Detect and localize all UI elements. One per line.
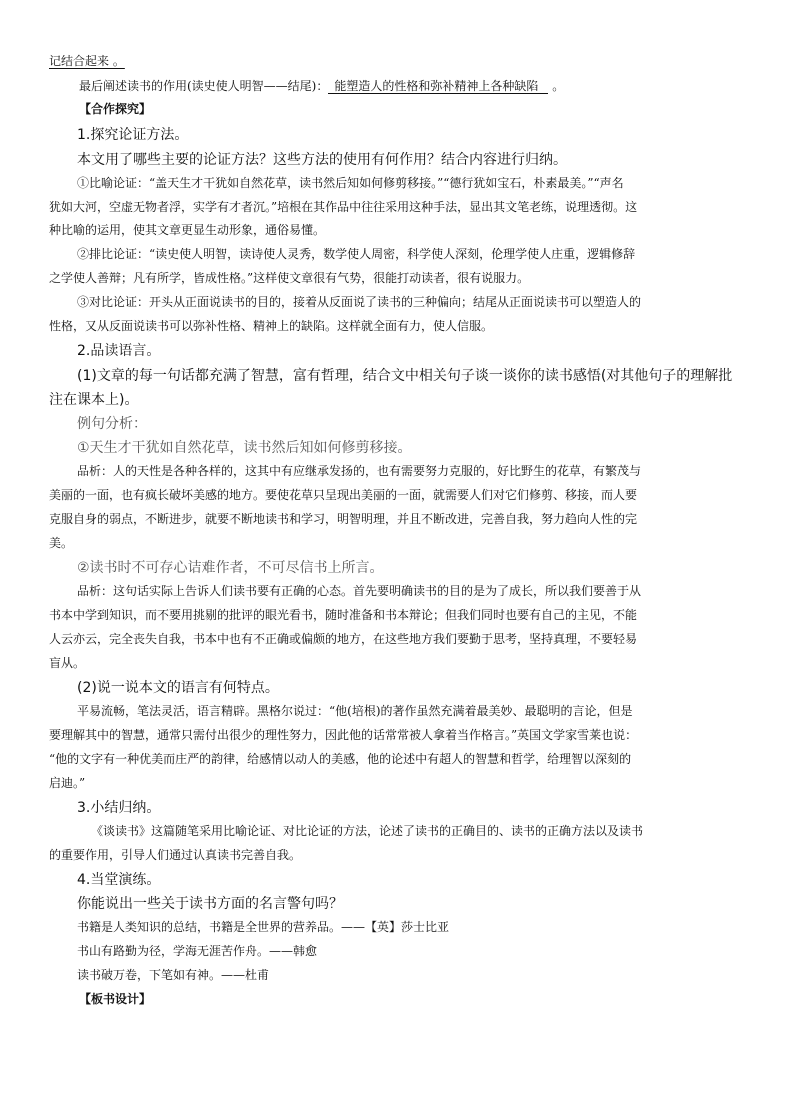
subheading: 2.品读语言。: [77, 343, 161, 359]
question: 注在课本上)。: [49, 392, 139, 408]
text-line: 种比喻的运用，使其文章更显生动形象，通俗易懂。: [49, 223, 326, 237]
section-heading: 【合作探究】: [79, 102, 152, 116]
text-line: 克服自身的弱点，不断进步，就要不断地读书和学习，明智明理，并且不断改进，完善自我，努力趋向人性的完: [49, 512, 638, 526]
text-line: ②排比论证：“读史使人明智，读诗使人灵秀，数学使人周密，科学使人深刻，伦理学使人庄重，逻辑修辞: [77, 247, 636, 261]
text-line: 例句分析：: [77, 416, 147, 432]
subheading: 4.当堂演练。: [77, 872, 161, 888]
text-line: ①比喻论证：“盖天生才干犹如自然花草，读书然后知如何修剪移接。”“德行犹如宝石，朴素最美。”“声名: [77, 176, 624, 190]
text-line: 品析：人的天性是各种各样的，这其中有应继承发扬的，也有需要努力克服的，好比野生的花草，有繁茂与: [77, 464, 642, 478]
fill-in-answer: 能塑造人的性格和弥补精神上各种缺陷: [328, 79, 548, 94]
example-sentence: ①天生才干犹如自然花草，读书然后知如何修剪移接。: [77, 440, 412, 456]
question: 本文用了哪些主要的论证方法？这些方法的使用有何作用？结合内容进行归纳。: [77, 152, 567, 168]
text-line: 的重要作用，引导人们通过认真读书完善自我。: [49, 848, 302, 862]
text-line: 《谈读书》这篇随笔采用比喻论证、对比论证的方法，论述了读书的正确目的、读书的正确方法以及读书: [91, 824, 644, 838]
text-line: 盲从。: [49, 656, 86, 670]
text-line: 美丽的一面，也有疯长破坏美感的地方。要使花草只呈现出美丽的一面，就需要人们对它们修剪、移接，而人要: [49, 488, 638, 502]
subheading: 3.小结归纳。: [77, 800, 161, 816]
quote-line: 书山有路勤为径，学海无涯苦作舟。——韩愈: [77, 944, 318, 958]
text-line: 记结合起来 。: [49, 54, 125, 68]
quote-line: 书籍是人类知识的总结，书籍是全世界的营养品。——【英】莎士比亚: [77, 920, 450, 934]
text-line: [79, 77, 564, 94]
text-segment: 最后阐述读书的作用(读史使人明智——结尾)：: [79, 79, 329, 93]
quote-line: 读书破万卷，下笔如有神。——杜甫: [77, 968, 270, 982]
text-line: 美。: [49, 536, 74, 550]
text-line: 品析：这句话实际上告诉人们读书要有正确的心态。首先要明确读书的目的是为了成长，所以我们要善于从: [77, 584, 642, 598]
text-line: 要理解其中的智慧，通常只需付出很少的理性努力，因此他的话常常被人拿着当作格言。”英国文学家雪莱也说：: [49, 728, 638, 742]
text-line: 之学使人善辩；凡有所学，皆成性格。”这样使文章很有气势，很能打动读者，很有说服力。: [49, 271, 530, 285]
question: (2)说一说本文的语言有何特点。: [77, 680, 279, 696]
section-heading: 【板书设计】: [79, 992, 152, 1006]
question: 你能说出一些关于读书方面的名言警句吗？: [77, 896, 343, 912]
text-line: 性格，又从反面说读书可以弥补性格、精神上的缺陷。这样就全面有力，使人信服。: [49, 319, 494, 333]
text-line: 书本中学到知识，而不要用挑剔的批评的眼光看书，随时准备和书本辩论；但我们同时也要有自己的主见，不能: [49, 608, 638, 622]
text-segment: 。: [548, 79, 565, 93]
text-line: 平易流畅，笔法灵活，语言精辟。黑格尔说过：“他(培根)的著作虽然充满着最美妙、最聪明的言论，但是: [77, 704, 633, 718]
text-line: 犹如大河，空虚无物者浮，实学有才者沉。”培根在其作品中往往采用这种手法，显出其文笔老练，说理透彻。这: [49, 200, 638, 214]
text-line: “他的文字有一种优美而庄严的韵律，给感情以动人的美感，他的论述中有超人的智慧和哲学，给理智以深刻的: [49, 752, 632, 766]
text-line: 启迪。”: [49, 776, 86, 790]
question: (1)文章的每一句话都充满了智慧，富有哲理，结合文中相关句子谈一谈你的读书感悟(对其他句子的理解批: [77, 368, 733, 384]
subheading: 1.探究论证方法。: [77, 127, 189, 143]
text-line: 人云亦云，完全丧失自我，书本中也有不正确或偏颇的地方，在这些地方我们要勤于思考，坚持真理，不要轻易: [49, 632, 638, 646]
example-sentence: ②读书时不可存心诘难作者，不可尽信书上所言。: [77, 560, 384, 576]
text-line: ③对比论证：开头从正面说读书的目的，接着从反面说了读书的三种偏向；结尾从正面说读书可以塑造人的: [77, 295, 642, 309]
